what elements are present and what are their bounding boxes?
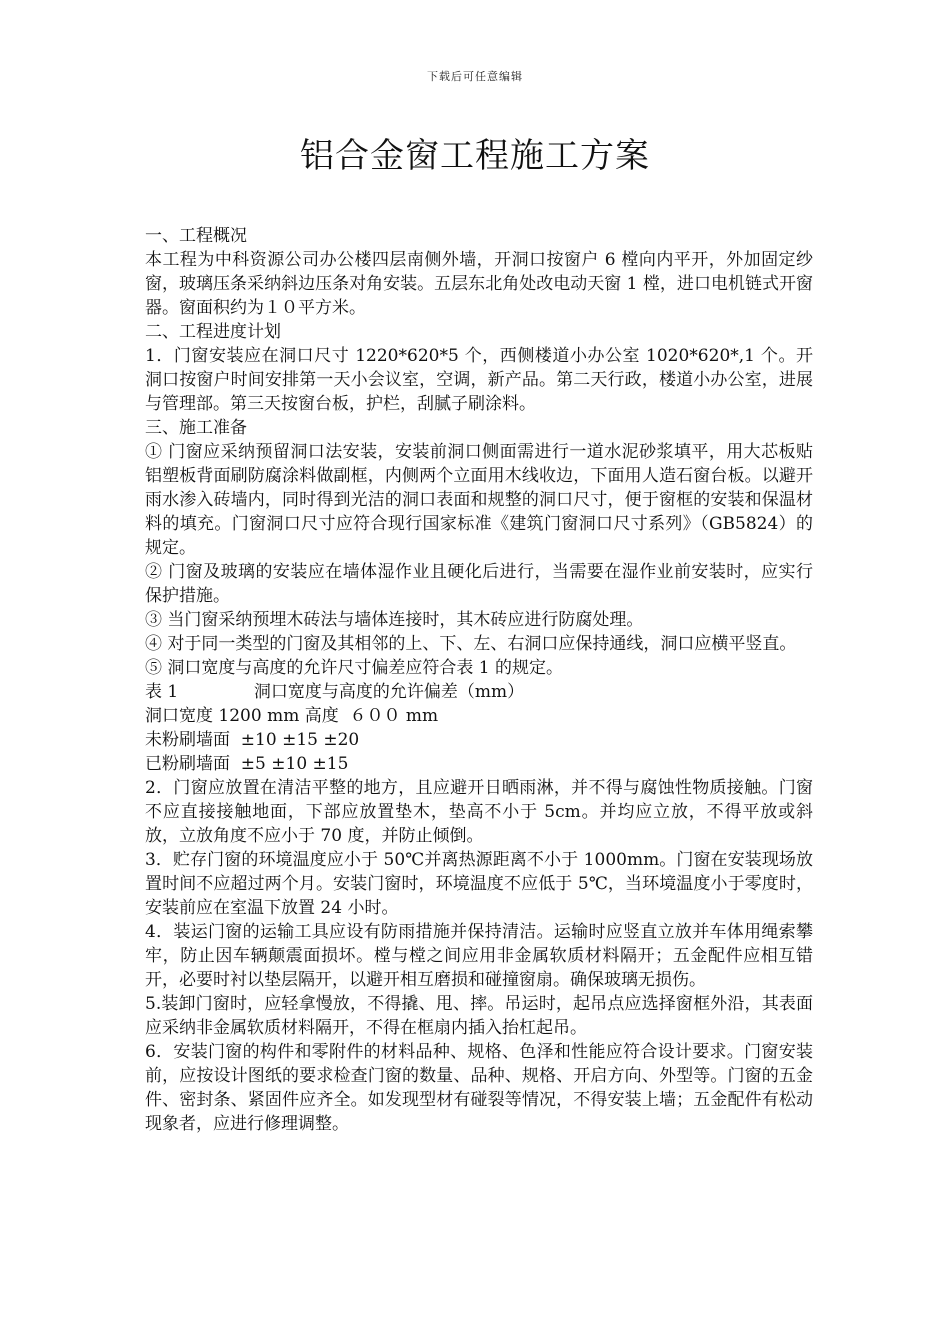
- section-heading: 三、施工准备: [145, 418, 247, 438]
- table-header-row: 洞口宽度 1200 mm 高度 ６００ mm: [145, 706, 439, 726]
- paragraph: ③ 当门窗采纳预埋木砖法与墙体连接时，其木砖应进行防腐处理。: [145, 610, 644, 630]
- paragraph: 3．贮存门窗的环境温度应小于 50℃并离热源距离不小于 1000mm。门窗在安装现场放置时间不应超过两个月。安装门窗时，环境温度不应低于 5℃，当环境温度小于零度时，安装前应在室温下放置 24 小时。: [145, 850, 813, 918]
- paragraph: 4．装运门窗的运输工具应设有防雨措施并保持清洁。运输时应竖直立放并车体用绳索攀牢，防止因车辆颠震面损坏。樘与樘之间应用非金属软质材料隔开；五金配件应相互错开，必要时衬以垫层隔开，以避开相互磨损和碰撞窗扇。确保玻璃无损伤。: [145, 922, 813, 990]
- paragraph: ② 门窗及玻璃的安装应在墙体湿作业且硬化后进行，当需要在湿作业前安装时，应实行保护措施。: [145, 562, 813, 606]
- paragraph: ⑤ 洞口宽度与高度的允许尺寸偏差应符合表 1 的规定。: [145, 658, 564, 678]
- section-heading: 二、工程进度计划: [145, 322, 281, 342]
- section-heading: 一、工程概况: [145, 226, 247, 246]
- table-caption: 表 1 洞口宽度与高度的允许偏差（mm）: [145, 682, 525, 702]
- table-row: 未粉刷墙面 ±10 ±15 ±20: [145, 730, 360, 750]
- document-body: [145, 224, 813, 1136]
- paragraph: ④ 对于同一类型的门窗及其相邻的上、下、左、右洞口应保持通线，洞口应横平竖直。: [145, 634, 797, 654]
- paragraph: ① 门窗应采纳预留洞口法安装，安装前洞口侧面需进行一道水泥砂浆填平，用大芯板贴铝塑板背面刷防腐涂料做副框，内侧两个立面用木线收边，下面用人造石窗台板。以避开雨水渗入砖墙内，同时得到光洁的洞口表面和规整的洞口尺寸，便于窗框的安装和保温材料的填充。门窗洞口尺寸应符合现行国家标准《建筑门窗洞口尺寸系列》（GB5824）的规定。: [145, 442, 813, 558]
- paragraph: 2．门窗应放置在清洁平整的地方，且应避开日晒雨淋，并不得与腐蚀性物质接触。门窗不应直接接触地面，下部应放置垫木，垫高不小于 5cm。并均应立放，不得平放或斜放，立放角度不应小于 70 度，并防止倾倒。: [145, 778, 813, 846]
- table-row: 已粉刷墙面 ±5 ±10 ±15: [145, 754, 349, 774]
- paragraph: 1．门窗安装应在洞口尺寸 1220*620*5 个，西侧楼道小办公室 1020*620*,1 个。开洞口按窗户时间安排第一天小会议室，空调，新产品。第二天行政，楼道小办公室，进展与管理部。第三天按窗台板，护栏，刮腻子刷涂料。: [145, 346, 813, 414]
- document-title: 铝合金窗工程施工方案: [300, 136, 650, 176]
- paragraph: 5.装卸门窗时，应轻拿慢放，不得撬、甩、摔。吊运时，起吊点应选择窗框外沿，其表面应采纳非金属软质材料隔开，不得在框扇内插入抬杠起吊。: [145, 994, 813, 1038]
- paragraph: 6．安装门窗的构件和零附件的材料品种、规格、色泽和性能应符合设计要求。门窗安装前，应按设计图纸的要求检查门窗的数量、品种、规格、开启方向、外型等。门窗的五金件、密封条、紧固件应齐全。如发现型材有碰裂等情况，不得安装上墙；五金配件有松动现象者，应进行修理调整。: [145, 1042, 813, 1134]
- header-note: 下载后可任意编辑: [427, 70, 523, 83]
- paragraph: 本工程为中科资源公司办公楼四层南侧外墙，开洞口按窗户 6 樘向内平开，外加固定纱窗，玻璃压条采纳斜边压条对角安装。五层东北角处改电动天窗 1 樘，进口电机链式开窗器。窗面积约为１０平方米。: [145, 250, 813, 318]
